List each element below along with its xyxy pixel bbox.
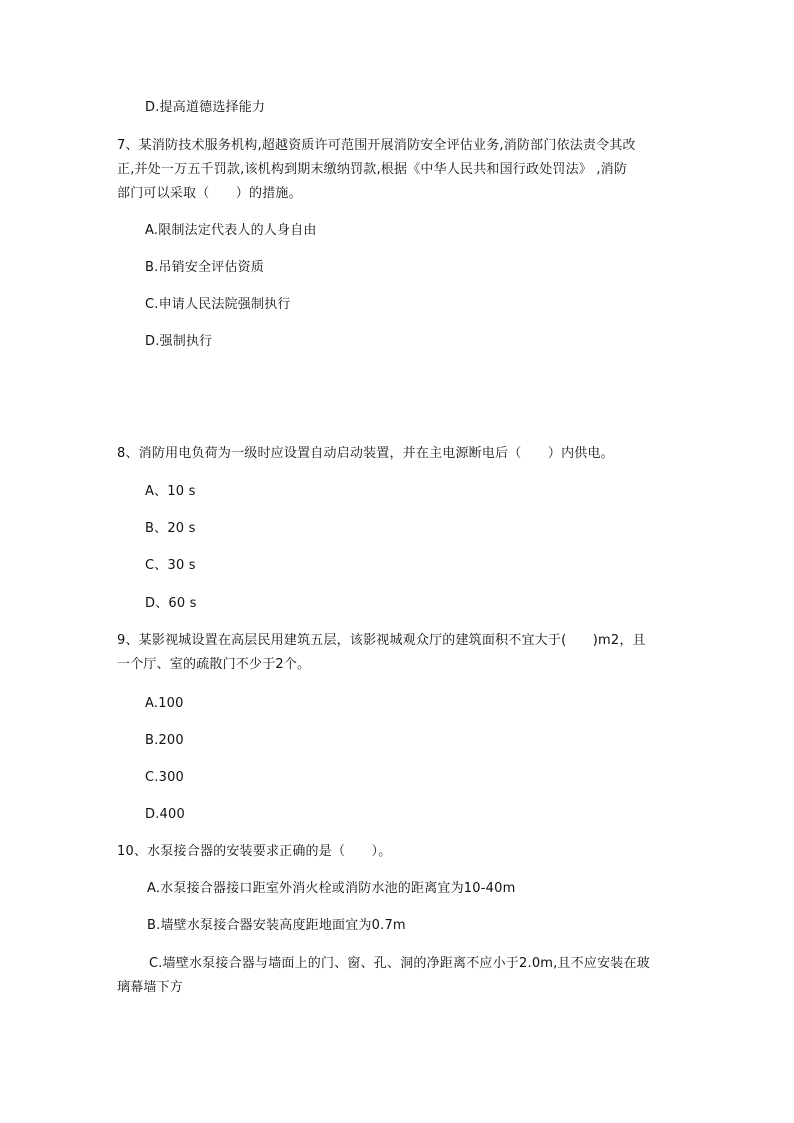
q8-option-d: D、60 s	[145, 596, 197, 611]
q9-option-a: A.100	[145, 696, 184, 711]
q7-option-b: B.吊销安全评估资质	[145, 260, 265, 275]
q9-option-d: D.400	[145, 807, 185, 822]
q9-text-line-2: 一个厅、室的疏散门不少于2个。	[117, 657, 311, 672]
q7-text-line-1: 7、某消防技术服务机构,超越资质许可范围开展消防安全评估业务,消防部门依法责令其改	[117, 138, 636, 153]
q7-text-line-3: 部门可以采取（ ）的措施。	[117, 186, 302, 201]
q7-option-c: C.申请人民法院强制执行	[145, 297, 291, 312]
q10-option-c-line-2: 璃幕墙下方	[117, 980, 184, 995]
q10-option-b: B.墙壁水泵接合器安装高度距地面宜为0.7m	[147, 918, 406, 933]
q10-text: 10、水泵接合器的安装要求正确的是（ ）。	[117, 844, 392, 859]
q9-option-c: C.300	[145, 770, 185, 785]
q8-option-c: C、30 s	[145, 558, 196, 573]
q8-option-a: A、10 s	[145, 484, 196, 499]
q8-option-b: B、20 s	[145, 521, 196, 536]
q7-option-a: A.限制法定代表人的人身自由	[145, 223, 317, 238]
q10-option-c-line-1: C.墙壁水泵接合器与墙面上的门、窗、孔、洞的净距离不应小于2.0m,且不应安装在玻	[149, 956, 650, 971]
q7-text-line-2: 正,并处一万五千罚款,该机构到期末缴纳罚款,根据《中华人民共和国行政处罚法》 ,消防	[117, 162, 628, 177]
q8-text: 8、消防用电负荷为一级时应设置自动启动装置，并在主电源断电后（ ）内供电。	[117, 446, 614, 461]
q7-option-d: D.强制执行	[145, 334, 213, 349]
q9-option-b: B.200	[145, 733, 184, 748]
q6-option-d: D.提高道德选择能力	[145, 100, 266, 115]
q10-option-a: A.水泵接合器接口距室外消火栓或消防水池的距离宜为10-40m	[147, 881, 516, 896]
q9-text-line-1: 9、某影视城设置在高层民用建筑五层，该影视城观众厅的建筑面积不宜大于( )m2，且	[117, 633, 646, 648]
